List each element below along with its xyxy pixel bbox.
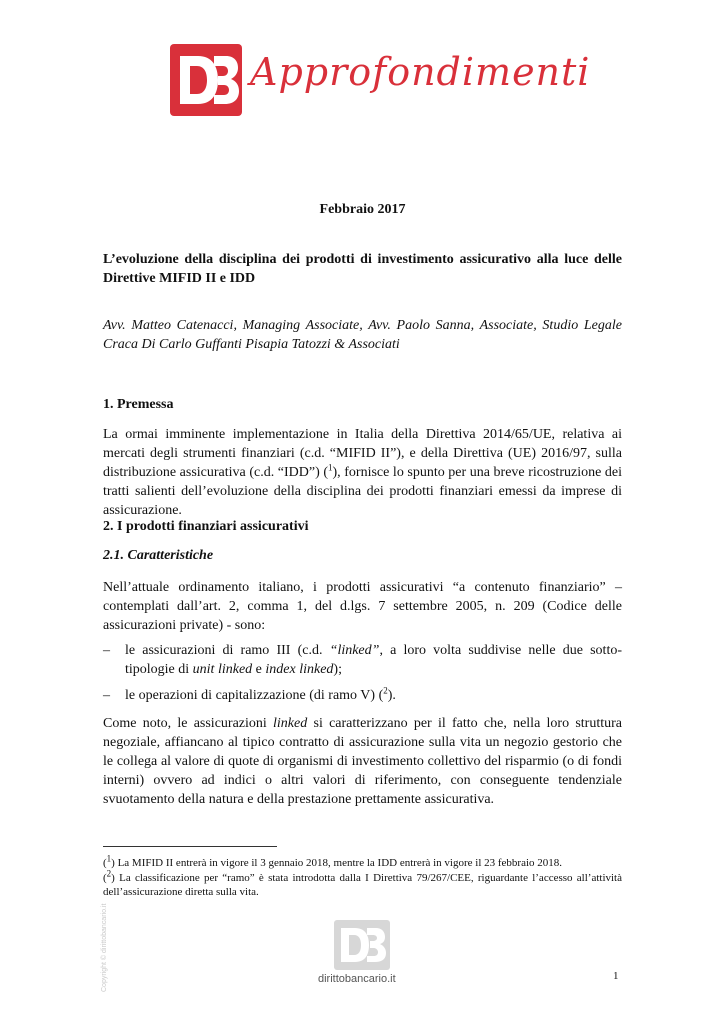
- paragraph-text: ), fornisce lo spunto per una breve ricostruzione dei tratti salienti dell’evoluzione della disciplina dei prodotti finanziari emessi da imprese di assicurazione.: [103, 465, 622, 518]
- copyright-text: Copyright © dirittobancario.it: [101, 903, 108, 992]
- footnote-1: [103, 853, 622, 870]
- list-text: le operazioni di capitalizzazione (di ramo V) (: [125, 688, 384, 703]
- paragraph-text-italic: linked: [273, 716, 308, 731]
- footnote-text: ) La classificazione per “ramo” è stata introdotta dalla I Direttiva 79/267/CEE, riguardante l’accesso all’attività dell’assicurazione diretta sulla vita.: [103, 872, 622, 898]
- list-item-text: [125, 686, 622, 705]
- footnote-number: 2: [106, 868, 112, 879]
- list-text: , a loro volta suddivise nelle due sotto-tipologie di: [125, 643, 622, 677]
- paragraph-text: Come noto, le assicurazioni: [103, 716, 274, 731]
- document-authors: Avv. Matteo Catenacci, Managing Associate, Avv. Paolo Sanna, Associate, Studio Legale Craca Di Carlo Guffanti Pisapia Tatozzi & Associati: [103, 318, 622, 352]
- section-heading-premessa: 1. Premessa: [103, 397, 174, 412]
- db-logo-mark-icon: [170, 44, 242, 116]
- brand-title: Approfondimenti: [250, 50, 591, 94]
- list-item-text: [125, 641, 622, 679]
- paragraph-text: si caratterizzano per il fatto che, nella loro struttura negoziale, affiancano al tipico contratto di assicurazione sulla vita un negozio gestorio che le collega al valore di quote di organismi di investimento collettivo del risparmio (o di fondi interni) ovvero ad indici o altri valori di riferimento, con conseguente tendenziale svuotamento della natura e della prestazione prettamente assicurativa.: [103, 716, 622, 807]
- paragraph-premessa: [103, 425, 622, 520]
- footnote-text: ) La MIFID II entrerà in vigore il 3 gennaio 2018, mentre la IDD entrerà in vigore il 23 febbraio 2018.: [111, 857, 563, 869]
- dirittobancario-logo-icon[interactable]: [334, 920, 390, 970]
- list-text-italic: index linked: [265, 662, 334, 677]
- page-number: 1: [613, 970, 619, 982]
- footnote-number: 1: [106, 853, 112, 864]
- paragraph-ordinamento: Nell’attuale ordinamento italiano, i prodotti assicurativi “a contenuto finanziario” – contemplati dall’art. 2, comma 1, del d.lgs. 7 settembre 2005, n. 209 (Codice delle assicurazioni private) - sono:: [103, 580, 622, 633]
- document-date: Febbraio 2017: [319, 202, 406, 217]
- header-logo: [170, 44, 591, 118]
- list-text: e: [252, 662, 266, 677]
- subsection-heading-caratteristiche: 2.1. Caratteristiche: [103, 548, 214, 563]
- footnote-ref-1[interactable]: 1: [328, 462, 333, 473]
- copyright-vertical: [101, 903, 113, 992]
- list-text-italic: unit linked: [192, 662, 253, 677]
- list-text: ).: [387, 688, 396, 703]
- list-text: le assicurazioni di ramo III (c.d.: [125, 643, 330, 658]
- list-text-italic: “linked”: [329, 643, 380, 658]
- bullet-dash: –: [103, 688, 110, 703]
- footnote-ref-2[interactable]: 2: [383, 685, 388, 696]
- footer-site-link[interactable]: dirittobancario.it: [318, 973, 396, 985]
- list-text: );: [333, 662, 342, 677]
- footnote-text: (: [103, 857, 107, 869]
- paragraph-linked: [103, 714, 622, 809]
- bullet-dash: –: [103, 643, 110, 658]
- section-heading-prodotti: 2. I prodotti finanziari assicurativi: [103, 519, 309, 534]
- footnote-2: [103, 868, 622, 899]
- document-title: L’evoluzione della disciplina dei prodotti di investimento assicurativo alla luce delle Direttive MIFID II e IDD: [103, 252, 622, 286]
- footnote-text: (: [103, 872, 107, 884]
- footnote-divider: [103, 846, 277, 847]
- paragraph-text: La ormai imminente implementazione in Italia della Direttiva 2014/65/UE, relativa ai mercati degli strumenti finanziari (c.d. “MIFID II”), e della Direttiva (UE) 2016/97, sulla distribuzione assicurativa (c.d. “IDD”) (: [103, 427, 622, 480]
